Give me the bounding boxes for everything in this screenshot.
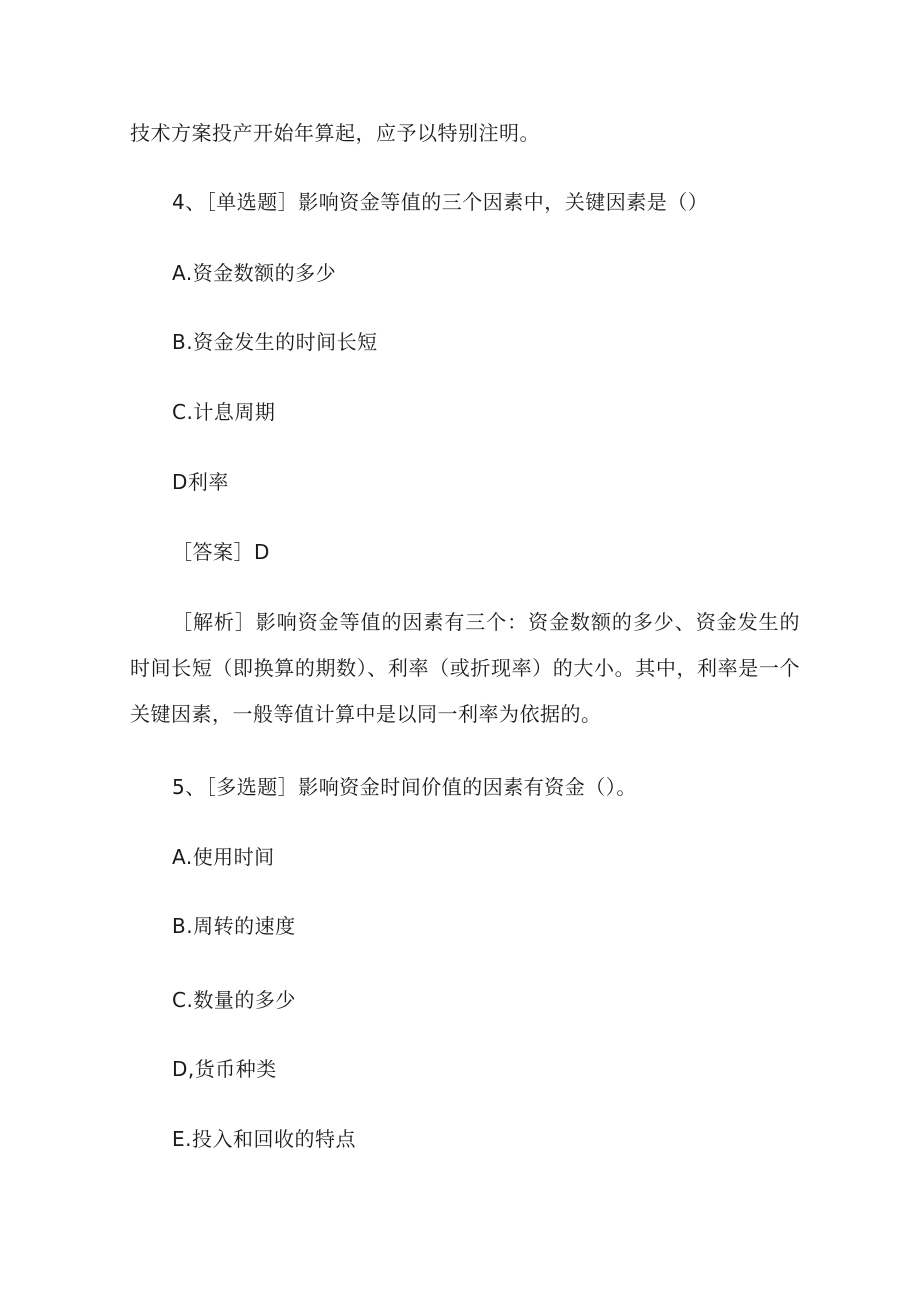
question-5-option-a: A.使用时间: [172, 845, 275, 869]
question-4-option-a: A.资金数额的多少: [172, 261, 337, 285]
question-4-answer: ［答案］D: [172, 540, 270, 564]
question-4-option-d: D利率: [172, 470, 229, 494]
question-4-stem: 4、［单选题］影响资金等值的三个因素中，关键因素是（）: [172, 190, 709, 214]
question-4-option-c: C.计息周期: [172, 400, 276, 424]
continuation-text: 技术方案投产开始年算起，应予以特别注明。: [130, 121, 540, 145]
question-5-stem: 5、［多选题］影响资金时间价值的因素有资金（）。: [172, 775, 637, 799]
question-4-analysis: ［解析］影响资金等值的因素有三个：资金数额的多少、资金发生的时间长短（即换算的期数）、利率（或折现率）的大小。其中，利率是一个关键因素，一般等值计算中是以同一利率为依据的。: [130, 610, 800, 726]
question-5-option-b: B.周转的速度: [172, 914, 296, 938]
question-4-option-b: B.资金发生的时间长短: [172, 330, 378, 354]
question-5-option-e: E.投入和回收的特点: [172, 1127, 356, 1151]
question-5-option-c: C.数量的多少: [172, 988, 296, 1012]
question-5-option-d: D,货币种类: [172, 1057, 277, 1081]
